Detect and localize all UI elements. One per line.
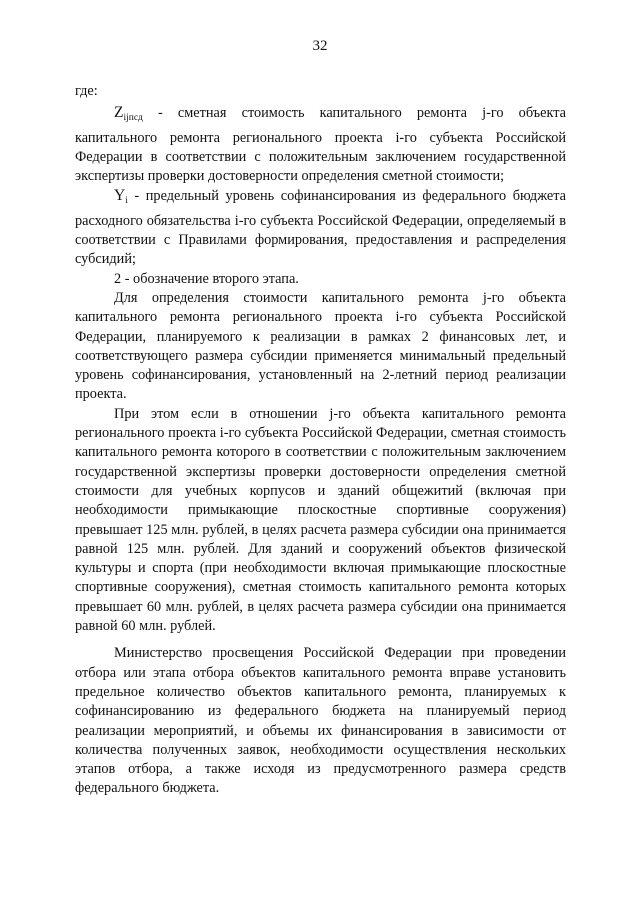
y-subscript: i bbox=[125, 196, 128, 207]
paragraph-cost-determination: Для определения стоимости капитального ремонта j-го объекта капитального ремонта регионального проекта i-го субъекта Российской Федерации, планируемого к реализации в рамках 2 финансовых лет, и соответствующего размера субсидии применяется минимальный предельный уровень софинансирования, установленный на 2-летний период реализации проекта. bbox=[75, 289, 566, 403]
document-body bbox=[75, 82, 566, 799]
page-number: 32 bbox=[312, 38, 328, 54]
z-definition bbox=[75, 103, 566, 186]
y-symbol: Y bbox=[114, 187, 126, 205]
stage-definition: 2 - обозначение второго этапа. bbox=[114, 270, 299, 287]
y-definition-text: - предельный уровень софинансирования из федерального бюджета расходного обязательства i-го субъекта Российской Федерации, определяемый в соответствии с Правилами формирования, предоставления и распределения субсидий; bbox=[75, 188, 566, 268]
z-symbol: Z bbox=[114, 104, 124, 122]
z-definition-text: - сметная стоимость капитального ремонта j-го объекта капитального ремонта регионального проекта i-го субъекта Российской Федерации в соответствии с положительным заключением государственной экспертизы проверки достоверности определения сметной стоимости; bbox=[75, 105, 566, 185]
paragraph-ministry-rights: Министерство просвещения Российской Федерации при проведении отбора или этапа отбора объектов капитального ремонта вправе установить предельное количество объектов капитального ремонта, планируемых к софинансированию из федерального бюджета на планируемый период реализации мероприятий, и объемы их финансирования в зависимости от количества полученных заявок, необходимости осуществления нескольких этапов отбора, а также исходя из предусмотренного размера средств федерального бюджета. bbox=[75, 645, 566, 797]
y-definition bbox=[75, 186, 566, 269]
where-label: где: bbox=[75, 83, 98, 99]
paragraph-cost-limits: При этом если в отношении j-го объекта капитального ремонта регионального проекта i-го субъекта Российской Федерации, сметная стоимость капитального ремонта которого в соответствии с положительным заключением государственной экспертизы проверки достоверности определения сметной стоимости для учебных корпусов и зданий общежитий (включая при необходимости примыкающие плоскостные спортивные сооружения) превышает 125 млн. рублей, в целях расчета размера субсидии она принимается равной 125 млн. рублей. Для зданий и сооружений объектов физической культуры и спорта (при необходимости включая примыкающие плоскостные спортивные сооружения), сметная стоимость капитального ремонта которых превышает 60 млн. рублей, в целях расчета размера субсидии она принимается равной 60 млн. рублей. bbox=[75, 405, 566, 635]
z-subscript: ijпсд bbox=[123, 113, 143, 124]
